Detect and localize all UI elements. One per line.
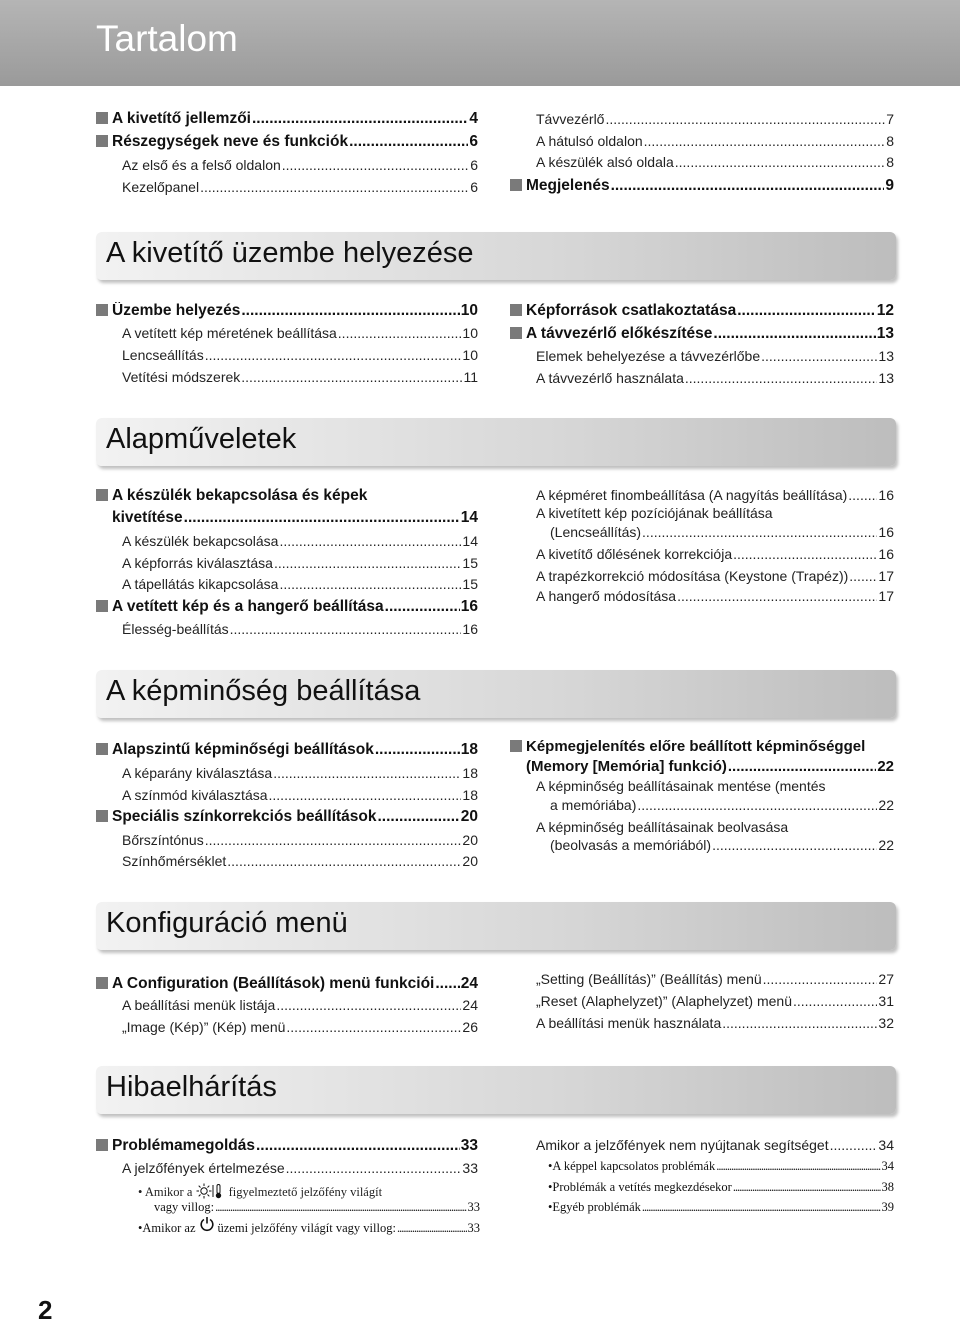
section-heading-band [96, 902, 896, 950]
toc-entry[interactable]: A készülék alsó oldala ..... 8 [536, 154, 894, 170]
toc-entry[interactable]: A hátulsó oldalon ..... 8 [536, 133, 894, 149]
toc-entry-line[interactable]: A készülék bekapcsolása és képek [96, 487, 367, 505]
toc-entry[interactable]: vagy villog: ..... 33 [154, 1200, 480, 1215]
square-bullet-icon [96, 810, 108, 822]
toc-entry[interactable]: • A képpel kapcsolatos problémák ..... 34 [548, 1159, 894, 1174]
toc-entry[interactable]: Képforrások csatlakoztatása ..... 12 [510, 302, 894, 320]
toc-entry[interactable]: Problémamegoldás ..... 33 [96, 1137, 478, 1155]
square-bullet-icon [96, 304, 108, 316]
toc-entry[interactable]: Üzembe helyezés ..... 10 [96, 302, 478, 320]
header-bar [0, 0, 960, 86]
toc-entry[interactable]: Részegységek neve és funkciók ..... 6 [96, 133, 478, 151]
toc-entry[interactable]: • Egyéb problémák ..... 39 [548, 1200, 894, 1215]
toc-entry[interactable]: Távvezérlő ..... 7 [536, 111, 894, 127]
section-title: Alapműveletek [106, 423, 297, 455]
power-icon [199, 1216, 215, 1236]
toc-entry[interactable]: „Setting (Beállítás)” (Beállítás) menü ..... 27 [536, 971, 894, 987]
toc-entry[interactable]: Az első és a felső oldalon ..... 6 [122, 157, 478, 173]
square-bullet-icon [510, 179, 522, 191]
toc-entry[interactable]: A színmód kiválasztása ..... 18 [122, 787, 478, 803]
square-bullet-icon [96, 489, 108, 501]
toc-entry[interactable]: • Amikor az üzemi jelzőfény világít vagy villog: ..... 33 [138, 1216, 480, 1236]
toc-entry[interactable]: Speciális színkorrekciós beállítások ..... 20 [96, 808, 478, 826]
toc-entry[interactable]: A vetített kép és a hangerő beállítása ..... 16 [96, 598, 478, 616]
toc-entry[interactable]: Alapszintű képminőségi beállítások ..... 18 [96, 741, 478, 759]
toc-bullet-line[interactable]: • Amikor a figyelmeztető jelzőfény világít [138, 1183, 382, 1203]
toc-entry[interactable]: Amikor a jelzőfények nem nyújtanak segítséget ..... 34 [536, 1137, 894, 1153]
section-heading-band [96, 670, 896, 718]
square-bullet-icon [510, 327, 522, 339]
toc-entry[interactable]: a memóriába) ..... 22 [550, 797, 894, 813]
page-number: 2 [38, 1295, 53, 1325]
toc-entry-line[interactable]: A kivetített kép pozíciójának beállítása [536, 505, 773, 521]
toc-entry[interactable]: Kezelőpanel ..... 6 [122, 179, 478, 195]
toc-entry[interactable]: A készülék bekapcsolása ..... 14 [122, 533, 478, 549]
toc-entry[interactable]: „Reset (Alaphelyzet)” (Alaphelyzet) menü ..... 31 [536, 993, 894, 1009]
toc-entry[interactable]: A beállítási menük listája ..... 24 [122, 997, 478, 1013]
toc-entry[interactable]: A kivetítő jellemzői ..... 4 [96, 110, 478, 128]
toc-entry[interactable]: Lencseállítás ..... 10 [122, 347, 478, 363]
toc-entry[interactable]: A távvezérlő használata ..... 13 [536, 370, 894, 386]
toc-entry[interactable]: A vetített kép méretének beállítása ..... 10 [122, 325, 478, 341]
toc-entry[interactable]: „Image (Kép)” (Kép) menü ..... 26 [122, 1019, 478, 1035]
square-bullet-icon [96, 1139, 108, 1151]
toc-entry[interactable]: A képméret finombeállítása (A nagyítás beállítása) ..... 16 [536, 487, 894, 503]
section-title: A kivetítő üzembe helyezése [106, 237, 474, 269]
toc-entry-line[interactable]: A képminőség beállításainak mentése (mentés [536, 778, 826, 794]
section-heading-band [96, 232, 896, 280]
square-bullet-icon [96, 112, 108, 124]
toc-entry[interactable]: A hangerő módosítása ..... 17 [536, 588, 894, 604]
square-bullet-icon [96, 135, 108, 147]
toc-entry[interactable]: A beállítási menük használata ..... 32 [536, 1015, 894, 1031]
section-title: Konfiguráció menü [106, 907, 348, 939]
toc-entry[interactable]: A tápellátás kikapcsolása ..... 15 [122, 576, 478, 592]
toc-entry[interactable]: A jelzőfények értelmezése ..... 33 [122, 1160, 478, 1176]
toc-entry[interactable]: A képarány kiválasztása ..... 18 [122, 765, 478, 781]
toc-entry[interactable]: A Configuration (Beállítások) menü funkciói ..... 24 [96, 975, 478, 993]
section-title: Hibaelhárítás [106, 1071, 277, 1103]
toc-entry[interactable]: • Problémák a vetítés megkezdésekor ..... 38 [548, 1180, 894, 1195]
section-heading-band [96, 418, 896, 466]
page-title: Tartalom [96, 18, 238, 59]
toc-entry[interactable]: Színhőmérséklet ..... 20 [122, 853, 478, 869]
toc-entry[interactable]: A távvezérlő előkészítése ..... 13 [510, 325, 894, 343]
toc-entry[interactable]: (Lencseállítás) ..... 16 [550, 524, 894, 540]
section-heading-band [96, 1066, 896, 1114]
square-bullet-icon [96, 600, 108, 612]
toc-entry-line[interactable]: Képmegjelenítés előre beállított képminőséggel [510, 738, 865, 755]
toc-entry[interactable]: A képforrás kiválasztása ..... 15 [122, 555, 478, 571]
square-bullet-icon [510, 304, 522, 316]
toc-entry[interactable]: A kivetítő dőlésének korrekciója ..... 16 [536, 546, 894, 562]
square-bullet-icon [96, 743, 108, 755]
toc-entry[interactable]: A trapézkorrekció módosítása (Keystone (Trapéz)) ..... 17 [536, 568, 894, 584]
toc-entry[interactable]: (beolvasás a memóriából) ..... 22 [550, 837, 894, 853]
toc-entry[interactable]: Vetítési módszerek ..... 11 [122, 369, 478, 385]
section-title: A képminőség beállítása [106, 675, 421, 707]
toc-entry[interactable]: Bőrszíntónus ..... 20 [122, 832, 478, 848]
toc-entry[interactable]: (Memory [Memória] funkció) ..... 22 [526, 758, 894, 775]
square-bullet-icon [96, 977, 108, 989]
toc-entry-line[interactable]: A képminőség beállításainak beolvasása [536, 819, 789, 835]
square-bullet-icon [510, 740, 522, 752]
toc-entry[interactable]: Elemek behelyezése a távvezérlőbe ..... 13 [536, 348, 894, 364]
toc-entry[interactable]: Megjelenés ..... 9 [510, 177, 894, 195]
toc-entry[interactable]: kivetítése ..... 14 [112, 509, 478, 527]
toc-entry[interactable]: Élesség-beállítás ..... 16 [122, 621, 478, 637]
